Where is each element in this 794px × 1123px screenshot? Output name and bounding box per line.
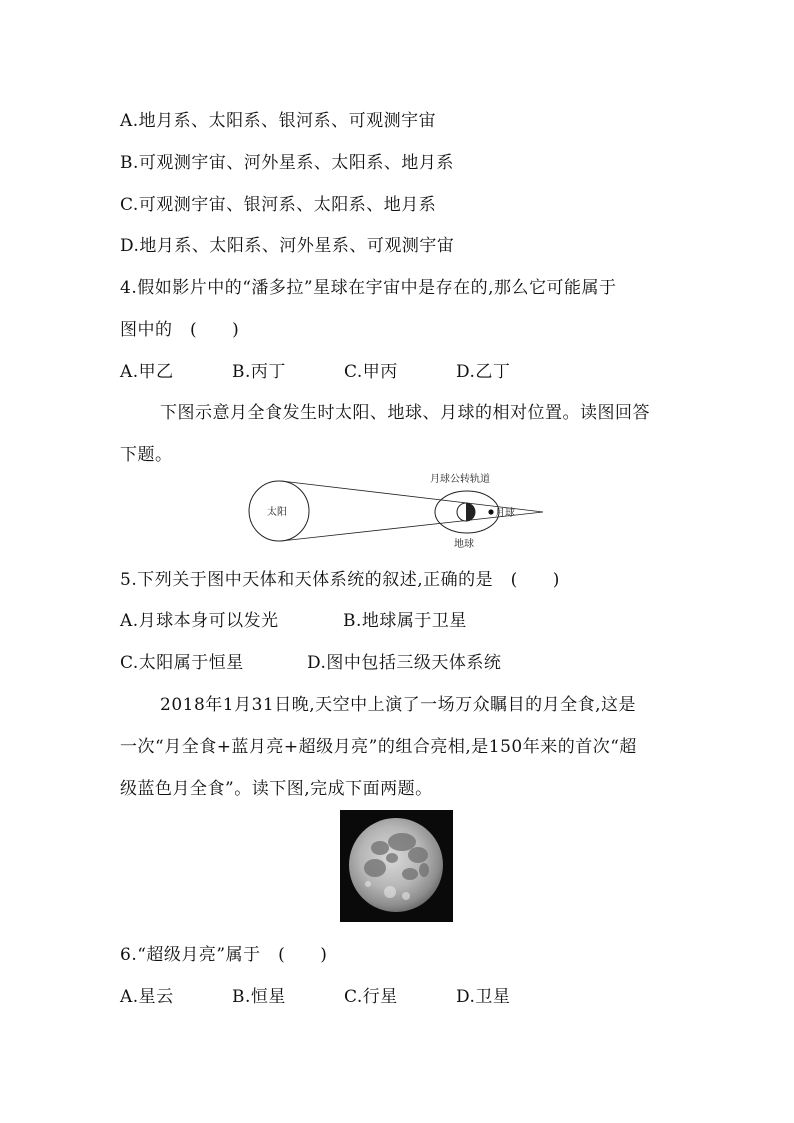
q6-stem: 6.“超级月亮”属于 ( ) [120,945,328,965]
q6-option-d: D.卫星 [456,987,511,1007]
q4-option-b: B.丙丁 [232,362,286,382]
moon-label: 月球 [495,508,515,519]
q4-stem-line1: 4.假如影片中的“潘多拉”星球在宇宙中是存在的,那么它可能属于 [120,278,617,298]
moon-intro-line1: 2018年1月31日晚,天空中上演了一场万众瞩目的月全食,这是 [160,695,637,715]
orbit-label: 月球公转轨道 [430,474,490,485]
q5-option-d: D.图中包括三级天体系统 [307,653,502,673]
q3-option-c: C.可观测宇宙、银河系、太阳系、地月系 [120,195,437,215]
q4-option-a: A.甲乙 [120,362,174,382]
eclipse-intro-line2: 下题。 [120,445,173,465]
q4-option-d: D.乙丁 [456,362,511,382]
moon-dot [488,509,493,514]
q3-option-b: B.可观测宇宙、河外星系、太阳系、地月系 [120,153,454,173]
moon-photo [340,810,453,922]
q4-stem-line2: 图中的 ( ) [120,320,240,340]
q6-option-a: A.星云 [120,987,174,1007]
q4-option-c: C.甲丙 [344,362,398,382]
q5-option-b: B.地球属于卫星 [343,611,467,631]
earth-night-side [466,503,475,521]
q5-stem: 5.下列关于图中天体和天体系统的叙述,正确的是 ( ) [120,570,560,590]
eclipse-diagram [245,468,550,556]
q3-option-a: A.地月系、太阳系、银河系、可观测宇宙 [120,111,437,131]
moon-disc [349,818,443,912]
moon-intro-line3: 级蓝色月全食”。读下图,完成下面两题。 [120,779,433,799]
q6-option-b: B.恒星 [232,987,286,1007]
earth-label: 地球 [454,539,474,550]
moon-photo-svg [340,810,453,922]
moon-intro-line2: 一次“月全食+蓝月亮+超级月亮”的组合亮相,是150年来的首次“超 [120,737,637,757]
eclipse-intro-line1: 下图示意月全食发生时太阳、地球、月球的相对位置。读图回答 [160,403,650,423]
q3-option-d: D.地月系、太阳系、河外星系、可观测宇宙 [120,236,455,256]
q5-option-c: C.太阳属于恒星 [120,653,244,673]
sun-label: 太阳 [267,507,287,518]
q5-option-a: A.月球本身可以发光 [120,611,279,631]
eclipse-diagram-svg [245,468,550,556]
q6-option-c: C.行星 [344,987,398,1007]
